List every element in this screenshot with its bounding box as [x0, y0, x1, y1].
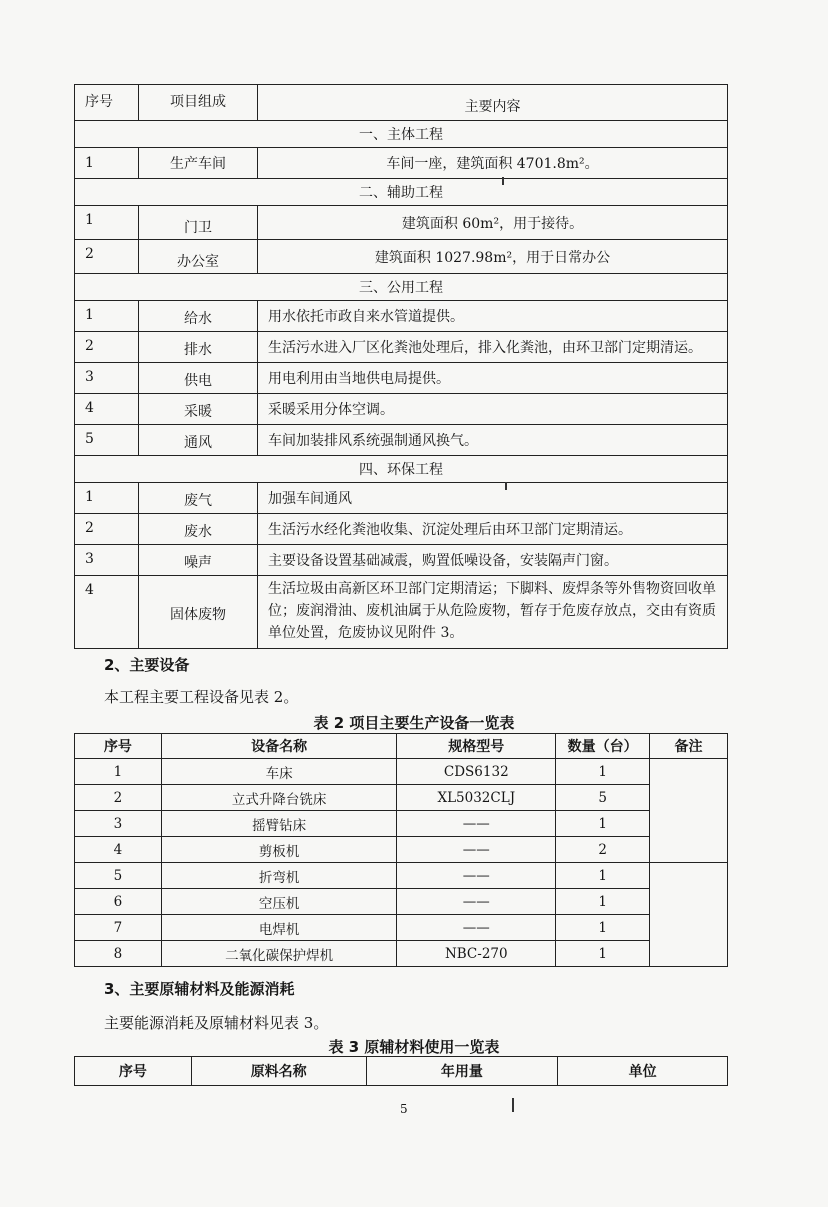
table-row — [75, 332, 728, 363]
row-item: 废水 — [139, 514, 258, 545]
row-no: 5 — [75, 425, 139, 456]
equipment-table — [74, 733, 728, 967]
cell-remark — [650, 863, 728, 967]
section-title: 一、主体工程 — [75, 121, 728, 148]
t2-header-remark: 备注 — [650, 734, 728, 759]
row-content: 采暖采用分体空调。 — [258, 394, 728, 425]
row-content: 建筑面积 1027.98m²，用于日常办公 — [258, 240, 728, 274]
row-no: 2 — [75, 514, 139, 545]
t3-header-no: 序号 — [75, 1057, 192, 1086]
row-item: 排水 — [139, 332, 258, 363]
cell-no: 6 — [75, 889, 162, 915]
table-row — [75, 545, 728, 576]
row-content: 用水依托市政自来水管道提供。 — [258, 301, 728, 332]
cell-qty: 1 — [556, 863, 650, 889]
row-content: 生活污水进入厂区化粪池处理后，排入化粪池，由环卫部门定期清运。 — [258, 332, 728, 363]
section-title: 四、环保工程 — [75, 456, 728, 483]
table-row — [75, 759, 728, 785]
table-row — [75, 785, 728, 811]
cell-name: 电焊机 — [161, 915, 397, 941]
row-no: 4 — [75, 576, 139, 649]
table-row — [75, 363, 728, 394]
section-row — [75, 121, 728, 148]
section-title: 三、公用工程 — [75, 274, 728, 301]
row-content: 用电利用由当地供电局提供。 — [258, 363, 728, 394]
t3-header-amount: 年用量 — [366, 1057, 558, 1086]
row-item: 噪声 — [139, 545, 258, 576]
cell-model: —— — [397, 837, 556, 863]
table-row — [75, 206, 728, 240]
cell-qty: 1 — [556, 915, 650, 941]
page-number: 5 — [400, 1102, 408, 1116]
cell-no: 4 — [75, 837, 162, 863]
row-content: 生活垃圾由高新区环卫部门定期清运；下脚料、废焊条等外售物资回收单位；废润滑油、废机油属于从危险废物，暂存于危废存放点，交由有资质单位处置，危废协议见附件 3。 — [258, 576, 728, 649]
cell-model: XL5032CLJ — [397, 785, 556, 811]
table-row — [75, 483, 728, 514]
section-2-paragraph: 本工程主要工程设备见表 2。 — [104, 688, 299, 706]
section-3-paragraph: 主要能源消耗及原辅材料见表 3。 — [104, 1014, 329, 1032]
row-content: 车间一座，建筑面积 4701.8m²。 — [258, 148, 728, 179]
row-item: 采暖 — [139, 394, 258, 425]
row-no: 1 — [75, 483, 139, 514]
table-row — [75, 915, 728, 941]
row-no: 4 — [75, 394, 139, 425]
t2-header-qty: 数量（台） — [556, 734, 650, 759]
cell-name: 二氧化碳保护焊机 — [161, 941, 397, 967]
row-no: 1 — [75, 301, 139, 332]
cell-model: —— — [397, 811, 556, 837]
cell-no: 7 — [75, 915, 162, 941]
row-item: 办公室 — [139, 240, 258, 274]
cell-no: 5 — [75, 863, 162, 889]
table-3-caption: 表 3 原辅材料使用一览表 — [328, 1038, 500, 1056]
row-no: 2 — [75, 240, 139, 274]
table-row — [75, 514, 728, 545]
section-row — [75, 179, 728, 206]
table-row — [75, 148, 728, 179]
cell-name: 立式升降台铣床 — [161, 785, 397, 811]
row-no: 1 — [75, 148, 139, 179]
row-content: 生活污水经化粪池收集、沉淀处理后由环卫部门定期清运。 — [258, 514, 728, 545]
project-composition-table — [74, 84, 728, 649]
section-row — [75, 456, 728, 483]
table-row — [75, 811, 728, 837]
cell-no: 2 — [75, 785, 162, 811]
cell-model: CDS6132 — [397, 759, 556, 785]
cell-name: 车床 — [161, 759, 397, 785]
table-row — [75, 394, 728, 425]
row-no: 3 — [75, 545, 139, 576]
cell-name: 空压机 — [161, 889, 397, 915]
t2-header-model: 规格型号 — [397, 734, 556, 759]
row-item: 废气 — [139, 483, 258, 514]
row-item: 门卫 — [139, 206, 258, 240]
scan-mark — [505, 482, 507, 490]
cell-qty: 1 — [556, 941, 650, 967]
row-item: 生产车间 — [139, 148, 258, 179]
cell-model: —— — [397, 863, 556, 889]
row-item: 固体废物 — [139, 576, 258, 649]
section-title: 二、辅助工程 — [75, 179, 728, 206]
cell-qty: 1 — [556, 811, 650, 837]
row-content: 车间加装排风系统强制通风换气。 — [258, 425, 728, 456]
t1-header-row — [75, 85, 728, 121]
row-item: 供电 — [139, 363, 258, 394]
t3-header-unit: 单位 — [558, 1057, 728, 1086]
cell-model: —— — [397, 889, 556, 915]
t2-header-no: 序号 — [75, 734, 162, 759]
section-3-heading: 3、主要原辅材料及能源消耗 — [104, 980, 295, 998]
cell-no: 1 — [75, 759, 162, 785]
table-row — [75, 837, 728, 863]
row-content: 建筑面积 60m²，用于接待。 — [258, 206, 728, 240]
table-row — [75, 863, 728, 889]
cell-model: —— — [397, 915, 556, 941]
cell-name: 剪板机 — [161, 837, 397, 863]
cell-qty: 2 — [556, 837, 650, 863]
t2-header-name: 设备名称 — [161, 734, 397, 759]
cell-no: 8 — [75, 941, 162, 967]
scan-mark — [512, 1098, 514, 1112]
t1-header-item: 项目组成 — [139, 85, 258, 121]
table-row — [75, 576, 728, 649]
row-no: 3 — [75, 363, 139, 394]
t3-header-name: 原料名称 — [191, 1057, 366, 1086]
row-content: 主要设备设置基础减震，购置低噪设备，安装隔声门窗。 — [258, 545, 728, 576]
t1-header-content: 主要内容 — [258, 85, 728, 121]
section-row — [75, 274, 728, 301]
table-row — [75, 941, 728, 967]
table-row — [75, 425, 728, 456]
row-item: 给水 — [139, 301, 258, 332]
table-row — [75, 240, 728, 274]
cell-qty: 1 — [556, 889, 650, 915]
cell-qty: 1 — [556, 759, 650, 785]
t1-header-no: 序号 — [75, 85, 139, 121]
raw-material-table — [74, 1056, 728, 1086]
cell-name: 摇臂钻床 — [161, 811, 397, 837]
cell-remark — [650, 759, 728, 863]
scan-mark — [502, 177, 504, 185]
cell-qty: 5 — [556, 785, 650, 811]
row-no: 1 — [75, 206, 139, 240]
table-row — [75, 301, 728, 332]
row-item: 通风 — [139, 425, 258, 456]
table-2-caption: 表 2 项目主要生产设备一览表 — [313, 714, 515, 732]
table-row — [75, 889, 728, 915]
cell-model: NBC-270 — [397, 941, 556, 967]
cell-name: 折弯机 — [161, 863, 397, 889]
row-no: 2 — [75, 332, 139, 363]
section-2-heading: 2、主要设备 — [104, 656, 190, 674]
row-content: 加强车间通风 — [258, 483, 728, 514]
cell-no: 3 — [75, 811, 162, 837]
